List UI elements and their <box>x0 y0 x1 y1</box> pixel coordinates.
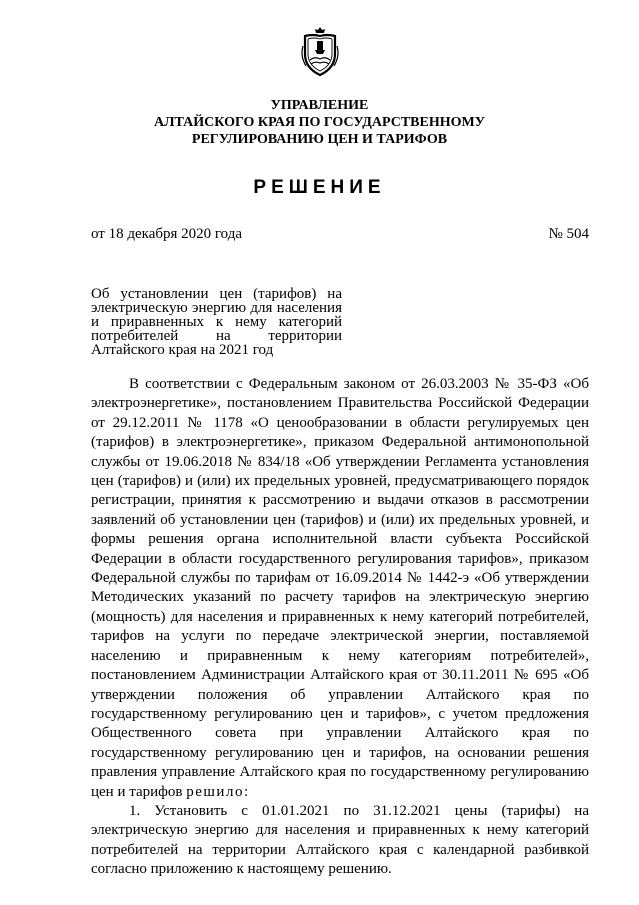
org-line-1: УПРАВЛЕНИЕ <box>270 98 369 113</box>
document-subject: Об установлении цен (тарифов) на электрическую энергию для населения и приравненных к нему категорий потребителей на территории Алтайского края на 2021 год <box>91 286 342 358</box>
document-body <box>91 375 589 880</box>
clause-1-paragraph: 1. Установить с 01.01.2021 по 31.12.2021 цены (тарифы) на электрическую энергию для населения и приравненных к нему категорий потребителей на территории Алтайского края с календарной разбивкой согласно приложению к настоящему решению. <box>91 802 589 878</box>
preamble-text: В соответствии с Федеральным законом от 26.03.2003 № 35-ФЗ «Об электроэнергетике», постановлением Правительства Российской Федерации от 29.12.2011 № 1178 «О ценообразовании в области регулируемых цен (тарифов) в электроэнергетике», приказом Федеральной антимонопольной службы от 19.06.2018 № 834/18 «Об утверждении Регламента установления цен (тарифов) и (или) их предельных уровней, предусматривающего порядок регистрации, принятия к рассмотрению и выдачи отказов в рассмотрении заявлений об установлении цен (тарифов) и (или) их предельных уровней, и формы решения органа исполнительной власти субъекта Российской Федерации в области государственного регулирования тарифов», приказом Федеральной службы по тарифам от 16.09.2014 № 1442-э «Об утверждении Методических указаний по расчету тарифов на электрическую энергию (мощность) для населения и приравненных к нему категорий потребителей, тарифов на услуги по передаче электрической энергии, поставляемой населению и приравненным к нему категориям потребителей», постановлением Администрации Алтайского края от 30.11.2011 № 695 «Об утверждении положения об управлении Алтайского края по государственному регулированию цен и тарифов», с учетом предложения Общественного совета при управлении Алтайского края по государственному регулированию цен и тарифов, на основании решения правления управление Алтайского края по государственному регулированию цен и тарифов <box>91 376 589 800</box>
preamble-paragraph <box>91 375 589 802</box>
organization-name <box>0 97 639 148</box>
resolved-word: решило: <box>186 783 250 800</box>
document-number: № 504 <box>548 226 589 242</box>
org-line-3: РЕГУЛИРОВАНИЮ ЦЕН И ТАРИФОВ <box>191 132 448 147</box>
document-date: от 18 декабря 2020 года <box>91 226 243 242</box>
org-line-2: АЛТАЙСКОГО КРАЯ ПО ГОСУДАРСТВЕННОМУ <box>154 115 485 130</box>
document-title: РЕШЕНИЕ <box>253 177 386 198</box>
coat-of-arms-icon <box>298 24 342 78</box>
